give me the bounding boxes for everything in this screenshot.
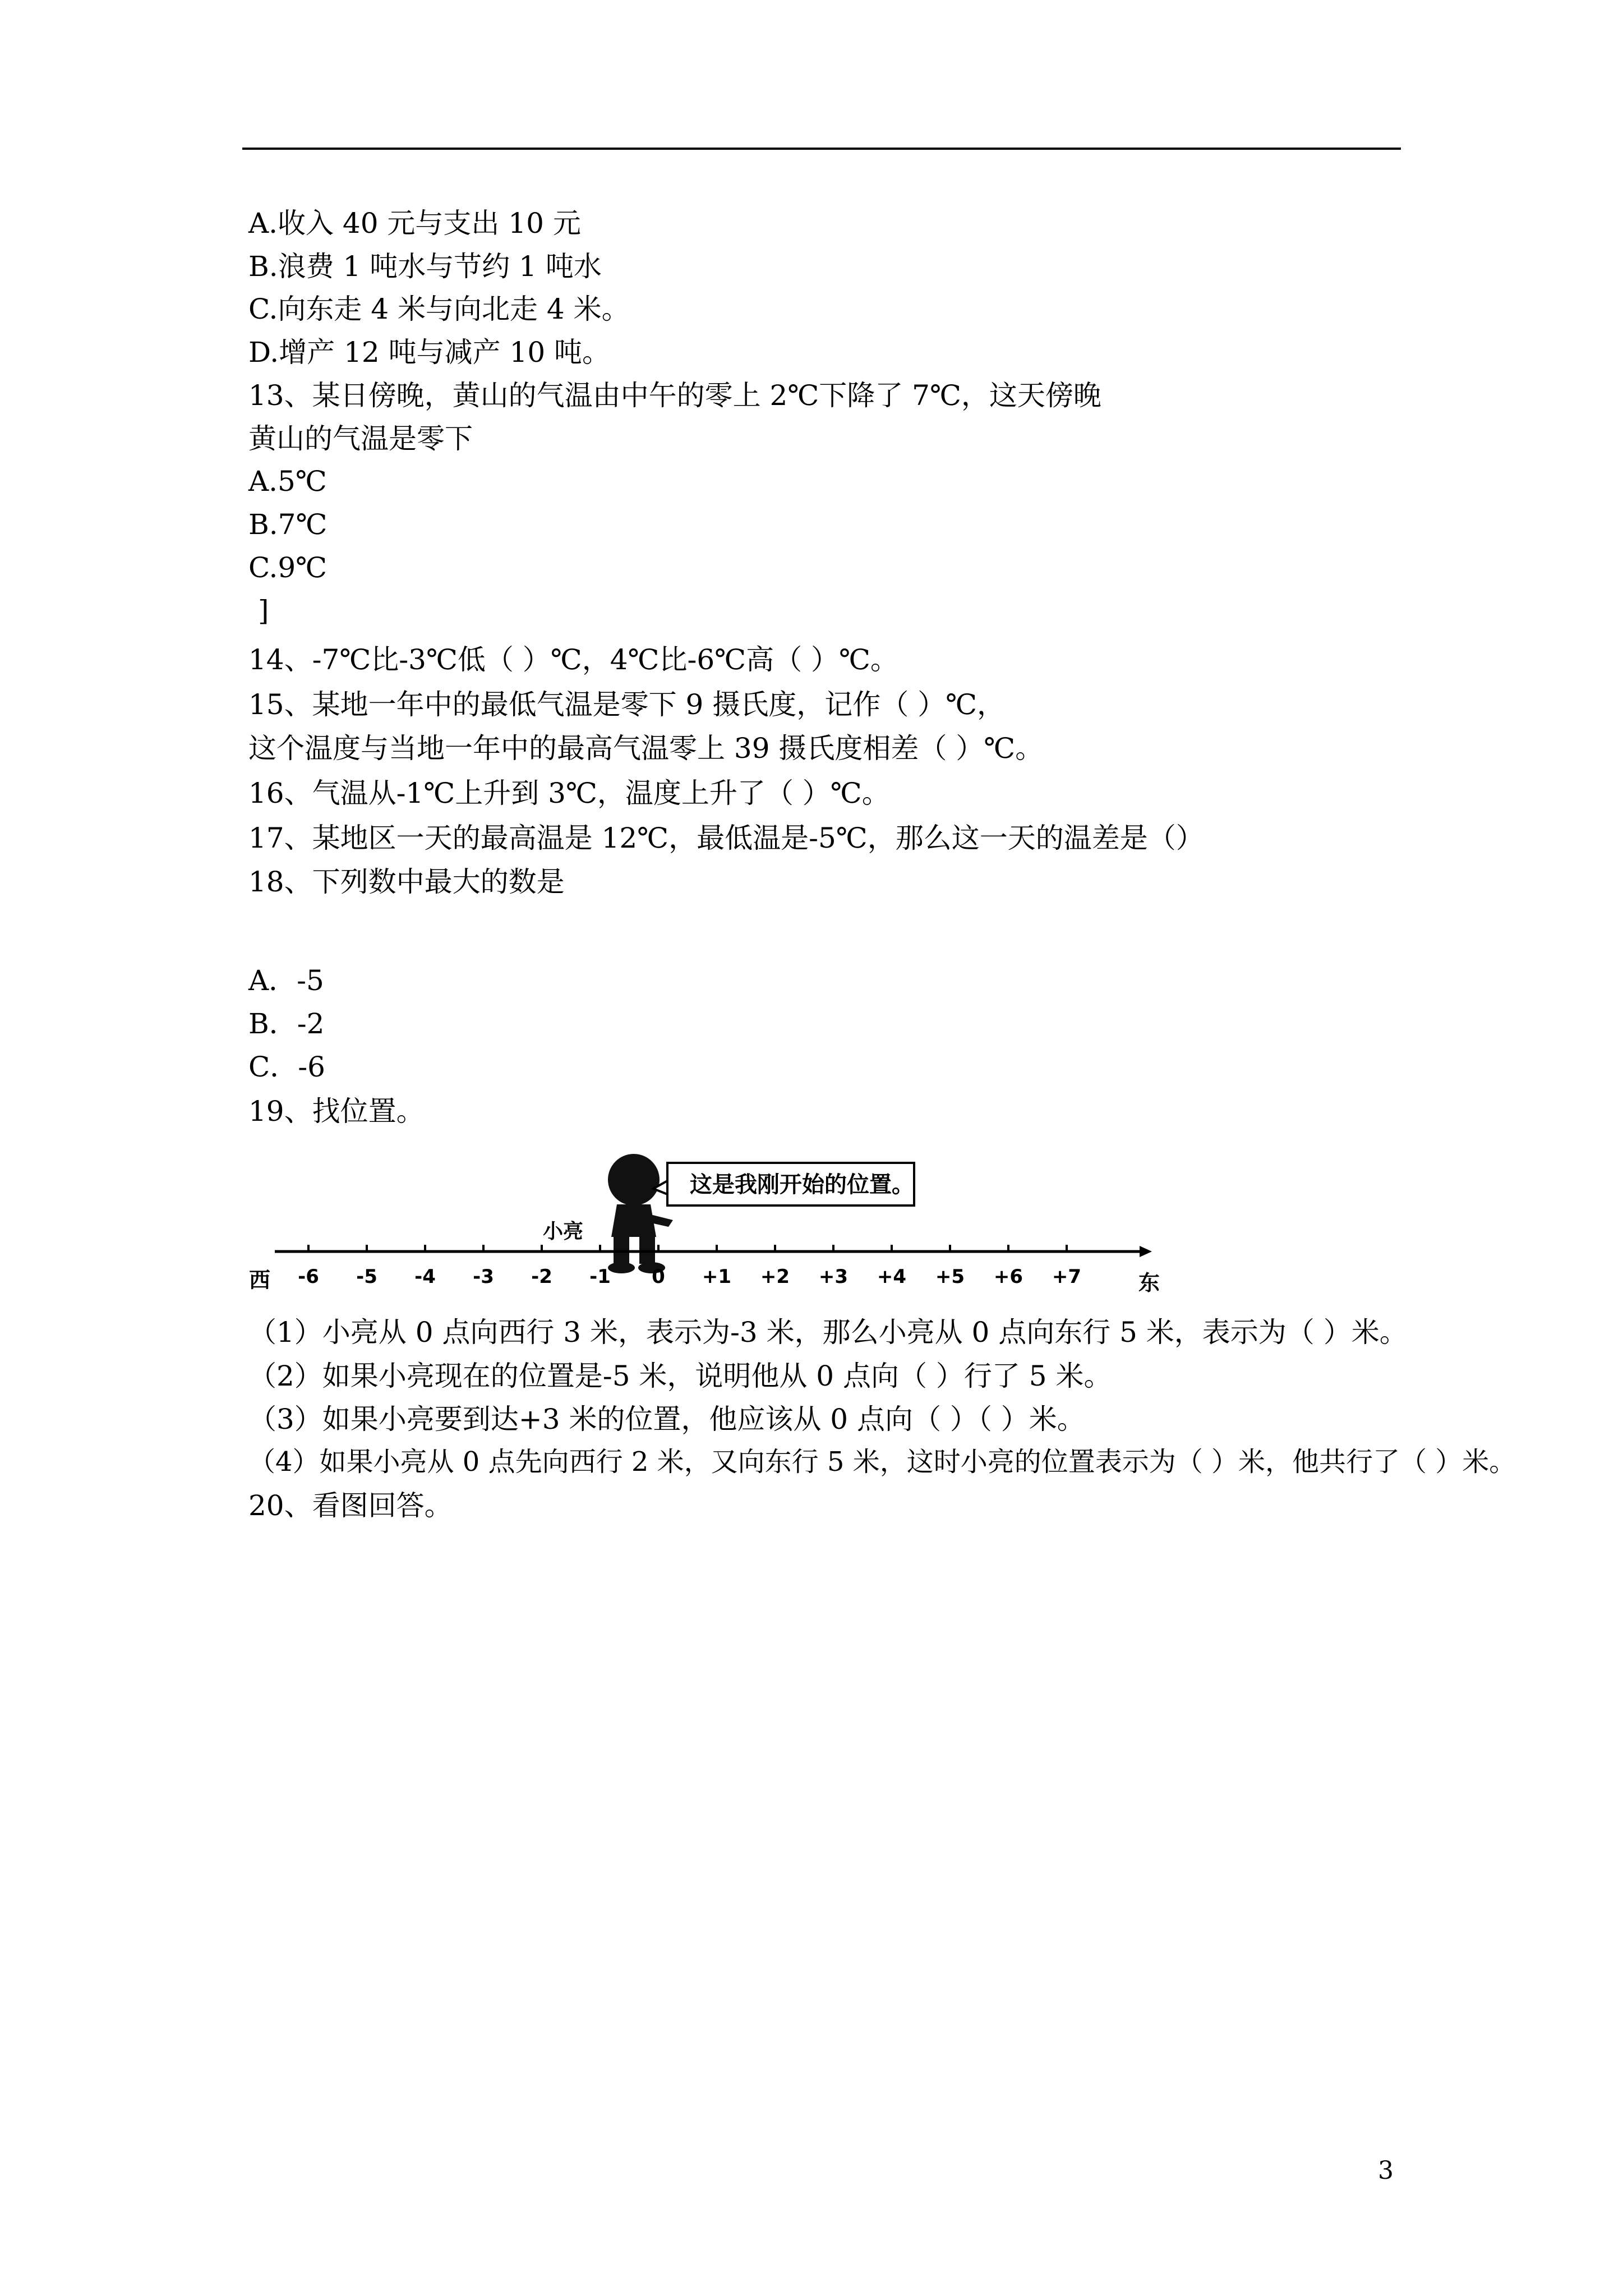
q19-stem: 19、找位置。: [248, 1095, 425, 1128]
q13-option-b: B.7℃: [248, 508, 328, 541]
tick-label: +1: [702, 1266, 732, 1288]
tick-label: -2: [531, 1266, 552, 1288]
q19-sub-4: （4）如果小亮从 0 点先向西行 2 米，又向东行 5 米，这时小亮的位置表示为（ ）米，他共行了（ ）米。: [248, 1446, 1516, 1478]
header-rule: [242, 148, 1401, 150]
q16-text: 16、气温从-1℃上升到 3℃，温度上升了（ ）℃。: [248, 777, 890, 809]
q18-option-a: A．-5: [248, 964, 324, 997]
tick-label: -4: [414, 1266, 436, 1288]
tick-label: -3: [473, 1266, 494, 1288]
q14-text: 14、-7℃比-3℃低（ ）℃，4℃比-6℃高（ ）℃。: [248, 643, 898, 676]
tick-label: 0: [652, 1266, 665, 1288]
tick-label: -6: [298, 1266, 319, 1288]
tick-label: +7: [1052, 1266, 1082, 1288]
q19-sub-1: （1）小亮从 0 点向西行 3 米，表示为-3 米，那么小亮从 0 点向东行 5 米，表示为（ ）米。: [248, 1316, 1408, 1349]
axis-arrow: [1140, 1246, 1152, 1257]
q12-option-d: D.增产 12 吨与减产 10 吨。: [248, 336, 611, 369]
q13-bracket: ]: [258, 595, 269, 627]
number-line-figure: [247, 1153, 1172, 1299]
q18-stem: 18、下列数中最大的数是: [248, 866, 565, 898]
q12-option-b: B.浪费 1 吨水与节约 1 吨水: [248, 250, 602, 283]
q15-line1: 15、某地一年中的最低气温是零下 9 摄氏度，记作（ ）℃，: [248, 688, 1006, 721]
west-label: 西: [249, 1268, 271, 1292]
q19-sub-3: （3）如果小亮要到达+3 米的位置，他应该从 0 点向（ ）（ ）米。: [248, 1403, 1085, 1435]
q13-option-c: C.9℃: [248, 551, 328, 584]
q20-stem: 20、看图回答。: [248, 1489, 453, 1522]
tick-label: +6: [993, 1266, 1023, 1288]
page-number: 3: [1378, 2156, 1394, 2185]
tick-label: +4: [877, 1266, 907, 1288]
q17-text: 17、某地区一天的最高温是 12℃，最低温是-5℃，那么这一天的温差是（）: [248, 822, 1204, 854]
q13-stem-line1: 13、某日傍晚，黄山的气温由中午的零上 2℃下降了 7℃，这天傍晚: [248, 379, 1101, 412]
q18-option-b: B．-2: [248, 1007, 325, 1040]
q12-option-c: C.向东走 4 米与向北走 4 米。: [248, 293, 630, 325]
q13-stem-line2: 黄山的气温是零下: [248, 422, 473, 455]
xiaoliang-figure-icon: [608, 1154, 673, 1273]
q19-sub-2: （2）如果小亮现在的位置是-5 米，说明他从 0 点向（ ）行了 5 米。: [248, 1360, 1112, 1392]
east-label: 东: [1138, 1271, 1160, 1295]
q15-line2: 这个温度与当地一年中的最高气温零上 39 摄氏度相差（ ）℃。: [248, 732, 1044, 765]
q13-option-a: A.5℃: [248, 465, 327, 498]
tick-label: +5: [935, 1266, 965, 1288]
tick-label: +3: [818, 1266, 849, 1288]
q18-option-c: C．-6: [248, 1051, 325, 1083]
speech-text: 这是我刚开始的位置。: [690, 1172, 914, 1198]
q12-option-a: A.收入 40 元与支出 10 元: [248, 207, 581, 240]
tick-label: -1: [589, 1266, 611, 1288]
tick-label: +2: [760, 1266, 790, 1288]
person-label: 小亮: [543, 1220, 584, 1243]
tick-label: -5: [356, 1266, 377, 1288]
